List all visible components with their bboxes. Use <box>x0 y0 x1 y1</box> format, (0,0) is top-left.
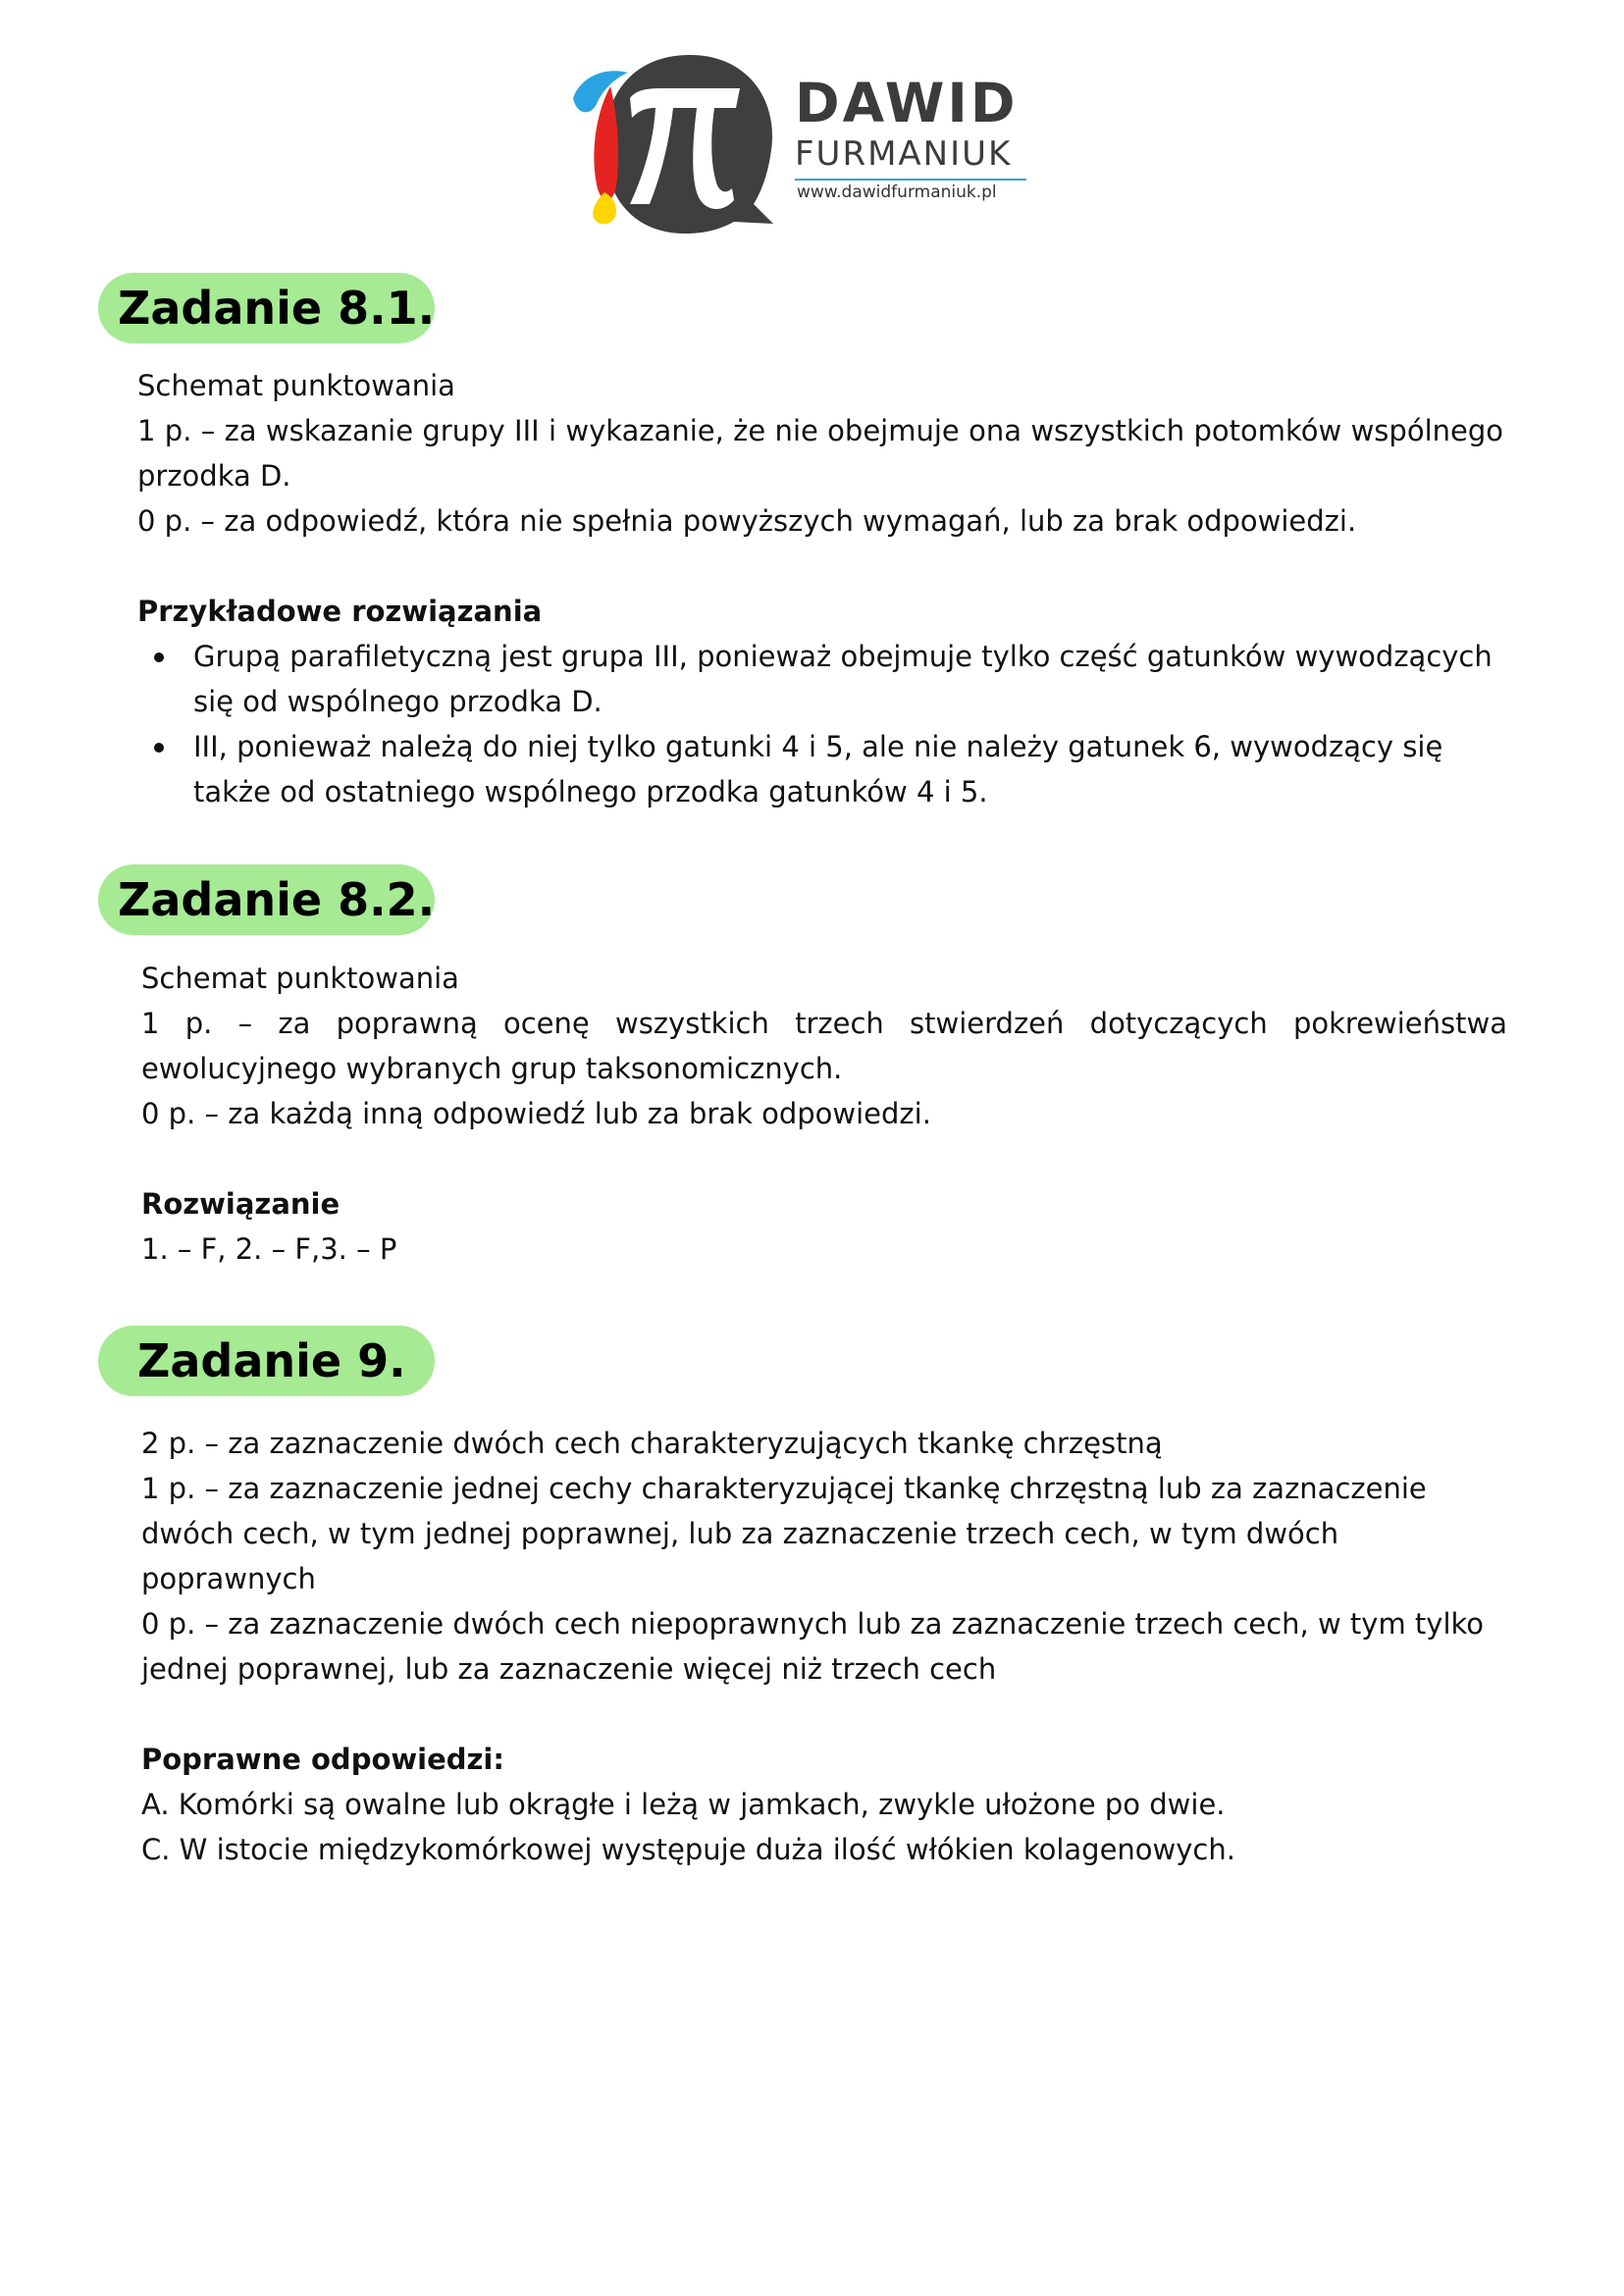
spacer <box>141 1136 1507 1181</box>
scoring-1-point: 1 p. – za wskazanie grupy III i wykazanie, że nie obejmuje ona wszystkich potomków wspólnego przodka D. <box>137 414 1503 493</box>
scheme-title: Schemat punktowania <box>141 962 459 995</box>
bullet-icon <box>154 652 164 662</box>
answer-a: A. Komórki są owalne lub okrągłe i leżą w jamkach, zwykle ułożone po dwie. <box>141 1788 1226 1821</box>
brand-url: www.dawidfurmaniuk.pl <box>797 183 997 202</box>
scoring-1-point: 1 p. – za zaznaczenie jednej cechy charakteryzującej tkankę chrzęstną lub za zaznaczenie dwóch cech, w tym jednej poprawnej, lub za zaznaczenie trzech cech, w tym dwóch poprawnych <box>141 1472 1427 1595</box>
brand-logo <box>567 47 1038 234</box>
pi-logo-icon <box>567 47 775 234</box>
bullet-icon <box>154 743 164 753</box>
brand-name: DAWID <box>795 72 1019 134</box>
logo-bubble <box>604 55 773 234</box>
answer-c: C. W istocie międzykomórkowej występuje duża ilość włókien kolagenowych. <box>141 1833 1235 1866</box>
spacer <box>141 1692 1507 1737</box>
brand-divider <box>795 179 1026 181</box>
list-item <box>137 724 1503 814</box>
section-heading-9: Zadanie 9. <box>98 1326 435 1396</box>
spacer <box>137 544 1503 589</box>
logo-yellow-drop <box>593 192 616 224</box>
list-item <box>137 634 1503 724</box>
list-item-text: III, ponieważ należą do niej tylko gatunki 4 i 5, ale nie należy gatunek 6, wywodzący się także od ostatniego wspólnego przodka gatunków 4 i 5. <box>193 730 1443 809</box>
scoring-0-point: 0 p. – za zaznaczenie dwóch cech niepoprawnych lub za zaznaczenie trzech cech, w tym tylko jednej poprawnej, lub za zaznaczenie więcej niż trzech cech <box>141 1607 1485 1686</box>
answers-title: Poprawne odpowiedzi: <box>141 1743 504 1776</box>
section-body-8-1 <box>137 363 1503 814</box>
solution-title: Rozwiązanie <box>141 1187 341 1221</box>
list-item-text: Grupą parafiletyczną jest grupa III, ponieważ obejmuje tylko część gatunków wywodzących się od wspólnego przodka D. <box>193 640 1493 718</box>
section-heading-8-1: Zadanie 8.1. <box>98 273 435 343</box>
section-body-8-2 <box>141 956 1507 1272</box>
examples-list <box>137 634 1503 814</box>
examples-title: Przykładowe rozwiązania <box>137 595 543 628</box>
scoring-0-point: 0 p. – za odpowiedź, która nie spełnia powyższych wymagań, lub za brak odpowiedzi. <box>137 504 1357 538</box>
brand-surname: FURMANIUK <box>795 134 1013 174</box>
section-body-9 <box>141 1421 1507 1872</box>
scheme-title: Schemat punktowania <box>137 369 455 402</box>
scoring-1-point: 1 p. – za poprawną ocenę wszystkich trzech stwierdzeń dotyczących pokrewieństwa ewolucyjnego wybranych grup taksonomicznych. <box>141 1007 1507 1085</box>
solution-text: 1. – F, 2. – F,3. – P <box>141 1232 397 1266</box>
section-heading-8-2: Zadanie 8.2. <box>98 864 435 935</box>
scoring-2-points: 2 p. – za zaznaczenie dwóch cech charakteryzujących tkankę chrzęstną <box>141 1427 1163 1460</box>
scoring-0-point: 0 p. – za każdą inną odpowiedź lub za brak odpowiedzi. <box>141 1097 931 1130</box>
